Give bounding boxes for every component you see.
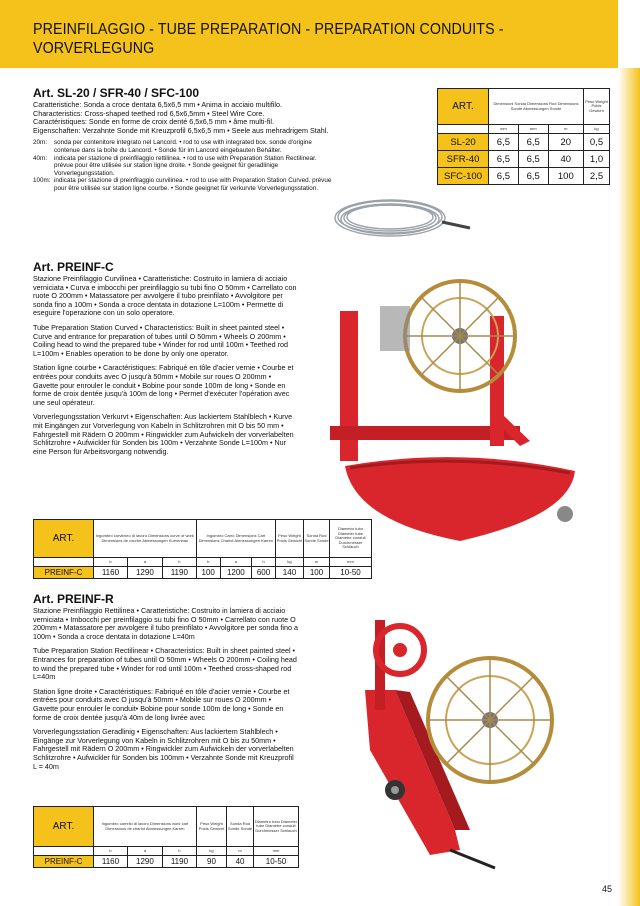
preinf-c-para: Tube Preparation Station Curved • Characteristics: Built in sheet painted steel • Curve and entrance for preparation of tubes until O 50mm • Wheels O 200mm • Coiling head to wind the prepared tube • Winder for rod until 100m • Teethed rod L=100m • Enables operation to be done by only one operator. [33, 322, 289, 358]
preinf-r-header-1: Ingombro carrello di lavoro Dimensions work cart Dimensions de chariot Abmessungen Karren [94, 807, 197, 847]
table-row: SL-20 6,5 6,5 20 0,5 [438, 134, 610, 151]
section-rods-text [33, 101, 333, 135]
preinf-c-table: ART. Ingombro curvilineo di lavoro Dimensions curve of work Dimensions de courbe Abmessungen Kurvenbau Ingombro Carro Dimensions Cart Dimensions Chariot Abmessungen Karren Peso Weight Poids Gewicht Sonda Rod Sonde Sonde Diametro tubo Diameter tube Diamètre conduit Durchmesser Schlauch b a h b a h kg m mm PREINF-C 1160 1290 1190 100 1200 600 140 100 10-50 [33, 519, 372, 579]
preinf-r-para: Vorverlegungsstation Geradlinig • Eigenschaften: Aus lackiertem Stahlblech • Eingänge zur Vorverlegung von Kabeln in Schlitzrohren mit O bis zu 50mm • Fahrgestell mit Rädern O 200mm • Ringwickler zum Aufwickeln der vorverlabelten Schlitzrohre • Aufwickler für Sonden bis 100mm • Verzahnte Sonde mit Kreuzprofil L = 40m [33, 727, 294, 771]
section-preinf-c-title: Art. PREINF-C [33, 260, 114, 274]
curved-station-image [320, 256, 590, 556]
rods-table-weight-header: Peso Weight Poids Gewicht [584, 89, 610, 125]
header-line-2: VORVERLEGUNG [33, 40, 155, 57]
preinf-r-header-4: Sonda Rod Sonde Sonde [227, 807, 254, 847]
rods-unit: mm [518, 125, 548, 134]
rods-unit: mm [489, 125, 519, 134]
preinf-c-para: Station ligne courbe • Caractéristiques: Fabriqué en tôle d'acier vernie • Courbe et entrées pour conduits avec O jusqu'à 50mm • Mobile sur roues O 200mm • Gavette pour enrouler le conduit • Bobine pour sonde 100m de long • Sonde en forme de croix dentée jusqu'à 100m de long • Permet d'exécuter l'opération avec une seul opérateur. [33, 363, 294, 407]
preinf-r-art-header: ART. [34, 807, 94, 847]
rods-note: 40m: indicata per stazione di preinfilaggio rettilinea. • rod to use with Preparation Station Rectilinear. prévue pour être utilisée sur station ligne droite. • Sonde geeignet für geradlinige Vorverlegungsstation. [33, 154, 317, 177]
preinf-r-table: ART. Ingombro carrello di lavoro Dimensions work cart Dimensions de chariot Abmessungen Karren Peso Weight Poids Gewicht Sonda Rod Sonde Sonde Diametro tubo Diameter tube Diamètre conduit Durchmesser Schlauch b a h kg m mm PREINF-C 1160 1290 1190 90 40 10-50 [33, 806, 299, 868]
preinf-r-header-5: Diametro tubo Diameter tube Diamètre conduit Durchmesser Schlauch [254, 807, 299, 847]
section-rods [33, 86, 333, 193]
preinf-r-para: Stazione Preinfilaggio Rettilinea • Caratteristiche: Costruito in lamiera di acciaio verniciata • Imbocchi per preinfilaggio su tubi fino O 50mm • Carrellato con ruote O 200mm • Matassatore per avvolgere il tubo preinfilato • Avvolgitore per sonda fino a 100m • Sonda a croce dentata in dotazione L=40m [33, 606, 298, 641]
section-preinf-r [33, 592, 298, 777]
preinf-r-para: Tube Preparation Station Rectilinear • Characteristics: Built in sheet painted steel • Entrances for preparation of tubes until O 50mm • Wheels O 200mm • Coiling head to wind the prepared tube • Winder for rod until 100m • Teethed cross-shaped rod L=40m [33, 646, 297, 682]
section-rods-title: Art. SL-20 / SFR-40 / SFC-100 [33, 86, 200, 100]
preinf-c-para: Stazione Preinfilaggio Curvilinea • Caratteristiche: Costruito in lamiera di acciaio verniciata • Curva e imbocchi per preinfilaggio su tubi fino O 50mm • Carrellato con ruote O 200mm • Matassatore per avvolgere il tubo preinfilato • Avvolgitore per sonda fino a 100m • Sonda a croce dentata in dotazione L=100m • Permette di eseguire l'operazione con un solo operatore. [33, 274, 297, 318]
rods-notes [33, 139, 333, 192]
preinf-c-header-2: Ingombro Carro Dimensions Cart Dimensions Chariot Abmessungen Karren [196, 520, 275, 558]
preinf-c-header-4: Sonda Rod Sonde Sonde [304, 520, 330, 558]
rods-line: Caractéristiques: Sonde en forme de croix denté 6,5x6,5 mm • âme multi-fil. [33, 117, 275, 127]
page-header [0, 0, 618, 68]
preinf-c-header-1: Ingombro curvilineo di lavoro Dimensions curve of work Dimensions de courbe Abmessungen Kurvenbau [94, 520, 197, 558]
side-gradient-bar [618, 68, 640, 906]
page-number: 45 [601, 884, 612, 894]
rods-unit: m [548, 125, 583, 134]
preinf-r-header-3: Peso Weight Poids Gewicht [196, 807, 226, 847]
preinf-r-text [33, 607, 298, 771]
preinf-r-para: Station ligne droite • Caractéristiques: Fabriqué en tôle d'acier vernie • Courbe et entrées pour conduits avec O jusqu'à 50mm • Mobile sur roues O 200mm • Gavette pour enrouler le conduit• Bobine pour sonde 100m de long • Sonde en forme de croix dentée jusqu'à 40m de long livrée avec [33, 686, 290, 722]
preinf-c-para: Vorverlegungsstation Verkurvt • Eigenschaften: Aus lackiertem Stahlblech • Kurve mit Eingängen zur Vorverlegung von Kabeln in Schlitzrohren mit O bis 50 mm • Fahrgestell mit Rädern O 200mm • Ringwickler zum Aufwickeln der vorverlabelten Schlitzrohre • Aufwickler für Sonden bis 100m • Verzahnte Sonde L=100m • Nur eine Person für Arbeitsvorgang notwendig. [33, 412, 294, 456]
rods-line: Characteristics: Cross-shaped teethed rod 6,5x6,5mm • Steel Wire Core. [33, 108, 265, 118]
preinf-c-header-3: Peso Weight Poids Gewicht [275, 520, 303, 558]
section-preinf-c [33, 260, 298, 462]
rods-table [437, 88, 610, 185]
preinf-c-header-5: Diametro tubo Diameter tube Diamètre conduit Durchmesser Schlauch [330, 520, 372, 558]
table-row: SFR-40 6,5 6,5 40 1,0 [438, 151, 610, 168]
table-row: PREINF-C 1160 1290 1190 90 40 10-50 [34, 856, 299, 868]
rods-unit: kg [584, 125, 610, 134]
rectilinear-station-image [340, 600, 580, 870]
coiled-rod-image [330, 188, 480, 248]
header-line-1: PREINFILAGGIO - TUBE PREPARATION - PREPARATION CONDUITS - [33, 21, 504, 38]
preinf-c-art-header: ART. [34, 520, 94, 558]
section-preinf-r-title: Art. PREINF-R [33, 592, 114, 606]
rods-note: 20m: sonda per contenitore integrato nel Lancord. • rod to use with integrated box. sonde d'origine contenue dans la boîte du Lancord. • Sonde für im Lancord eingebauten Behälter. [33, 139, 312, 154]
rods-table-dim-header: Dimensioni Sonda Dimensions Rod Dimensions Sonde Abmessungen Sonde [489, 89, 584, 125]
preinf-c-text [33, 275, 298, 456]
rods-line: Caratteristiche: Sonda a croce dentata 6,5x6,5 mm • Anima in acciaio multifilo. [33, 100, 283, 109]
table-row: PREINF-C 1160 1290 1190 100 1200 600 140 100 10-50 [34, 567, 372, 579]
rods-note: 100m: indicata per stazione di preinfilaggio curvilinea. • rod to use with Preparation Station Curved. prévue pour être utilisée sur station ligne courbe. • Sonde geeignet für verkurvte Vorverlegungsstation. [33, 177, 332, 192]
rods-line: Eigenschaften: Verzahnte Sonde mit Kreuzprofil 6,5x6,5 mm • Seele aus mehradrigem Stahl. [33, 125, 329, 135]
table-row: SFC-100 6,5 6,5 100 2,5 [438, 168, 610, 185]
rods-table-art-header: ART. [438, 89, 489, 125]
